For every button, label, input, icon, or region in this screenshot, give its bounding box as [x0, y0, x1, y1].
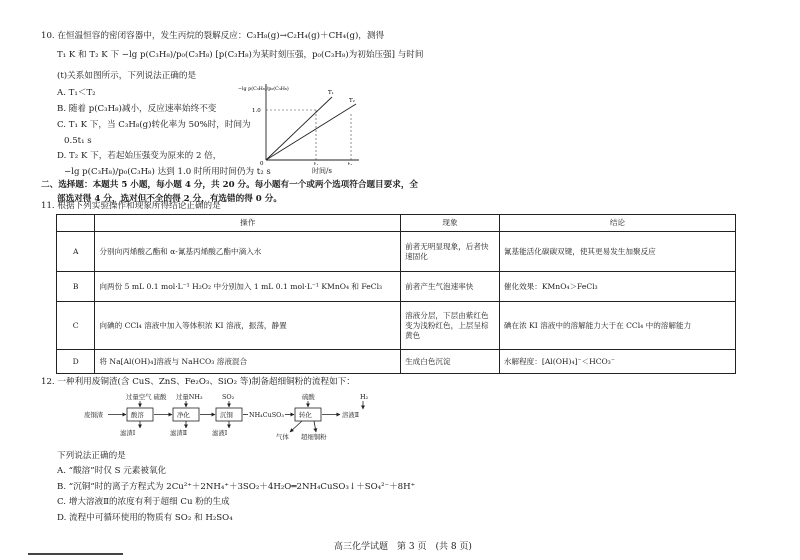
q10-option-d-line2: −lg p(C₃H₈)/p₀(C₃H₈) 达到 1.0 时所用时间仍为 t₂ s	[64, 167, 271, 177]
row-label: B	[57, 272, 95, 302]
row-ph: 前者产生气泡速率快	[401, 272, 500, 302]
flow-out-4: 气体	[276, 433, 289, 441]
flow-out-2: 滤渣Ⅱ	[170, 429, 188, 437]
q12-flowchart	[80, 393, 380, 441]
row-op: 向两份 5 mL 0.1 mol·L⁻¹ H₂O₂ 中分别加入 1 mL 0.1 mol·L⁻¹ KMnO₄ 和 FeCl₃	[95, 272, 401, 302]
graph-origin: 0	[260, 161, 264, 165]
row-co: 碘在浓 KI 溶液中的溶解能力大于在 CCl₄ 中的溶解能力	[499, 302, 735, 350]
flow-reagent-3: SO₂	[222, 393, 235, 401]
graph-curve-t1	[266, 97, 332, 160]
q10-stem-line1: 10. 在恒温恒容的密闭容器中，发生丙烷的裂解反应：C₃H₈(g)→C₂H₄(g)＋CH₄(g)，测得	[41, 31, 385, 41]
q12-option-a: A. “酸溶”时仅 S 元素被氧化	[57, 466, 167, 476]
section2-heading-line2: 部选对得 4 分，选对但不全的得 2 分，有选错的得 0 分。	[57, 194, 282, 204]
row-co: 水解程度：[Al(OH)₄]⁻＜HCO₃⁻	[499, 350, 735, 374]
flow-end: 溶液Ⅱ	[342, 411, 360, 419]
flow-out-3: 滤液Ⅰ	[212, 429, 228, 437]
table-row	[57, 272, 736, 302]
graph-x-label: 时间/s	[312, 167, 332, 175]
row-co: 催化效果：KMnO₄＞FeCl₃	[499, 272, 735, 302]
q10-graph	[236, 80, 361, 165]
q10-option-c-line1: C. T₁ K 下，当 C₃H₈(g)转化率为 50%时，时间为	[57, 120, 251, 130]
q12-question: 下列说法正确的是	[57, 451, 126, 461]
table-header-row	[57, 215, 736, 232]
flow-mid: NH₄CuSO₃	[249, 411, 284, 419]
table-header-ph: 现象	[401, 215, 500, 232]
graph-curve-t2	[266, 104, 356, 160]
q12-stem: 12. 一种利用废铜渣(含 CuS、ZnS、Fe₂O₃、SiO₂ 等)制备超细铜粉的流程如下：	[41, 377, 355, 387]
graph-y-label: −lg p(C₃H₈)/p₀(C₃H₈)	[238, 87, 289, 92]
flow-reagent-4: 硫酸	[302, 393, 315, 401]
table-row	[57, 350, 736, 374]
flow-box-2-label: 净化	[177, 411, 190, 419]
row-op: 向碘的 CCl₄ 溶液中加入等体积浓 KI 溶液，振荡，静置	[95, 302, 401, 350]
flow-arrow	[314, 421, 316, 432]
flow-box-3-label: 沉铜	[220, 411, 233, 419]
q12-option-d: D. 流程中可循环使用的物质有 SO₂ 和 H₂SO₄	[57, 513, 233, 523]
row-ph: 前者无明显现象，后者快速固化	[401, 232, 500, 272]
flow-reagent-1: 过量空气 硫酸	[126, 393, 167, 401]
graph-curve-label-t2: T₂	[349, 98, 355, 104]
q11-table	[56, 214, 736, 374]
flow-arrow	[290, 421, 302, 432]
q10-option-b: B. 随着 p(C₃H₈)减小，反应速率始终不变	[57, 104, 217, 114]
graph-x-tick-t2: t₂	[348, 162, 353, 165]
flow-reagent-5: H₂	[360, 393, 369, 401]
q10-option-c-line2: 0.5t₁ s	[64, 136, 92, 146]
graph-y-tick: 1.0	[252, 108, 261, 114]
row-label: A	[57, 232, 95, 272]
flow-box-4-label: 转化	[299, 411, 312, 419]
row-ph: 生成白色沉淀	[401, 350, 500, 374]
table-header-blank	[57, 215, 95, 232]
q10-option-d-line1: D. T₂ K 下，若起始压强变为原来的 2 倍，	[57, 151, 222, 161]
graph-x-tick-t1: t₁	[314, 162, 319, 165]
row-ph: 溶液分层，下层由紫红色变为浅粉红色，上层呈棕黄色	[401, 302, 500, 350]
q10-option-a: A. T₁＜T₂	[57, 88, 96, 98]
q10-stem-line2: T₁ K 和 T₂ K 下 −lg p(C₃H₈)/p₀(C₃H₈) [p(C₃H₈)为某时刻压强，p₀(C₃H₈)为初始压强] 与时间	[57, 50, 424, 60]
table-header-op: 操作	[95, 215, 401, 232]
q12-option-b: B. “沉铜”时的离子方程式为 2Cu²⁺＋2NH₄⁺＋3SO₂＋4H₂O═2NH₄CuSO₃↓＋SO₄²⁻＋8H⁺	[57, 482, 416, 492]
flow-start: 废铜渣	[84, 411, 104, 419]
q10-stem-line3: (t)关系如图所示，下列说法正确的是	[57, 71, 197, 81]
row-op: 将 Na[Al(OH)₄]溶液与 NaHCO₃ 溶液混合	[95, 350, 401, 374]
row-label: D	[57, 350, 95, 374]
q11-stem: 11. 根据下列实验操作和现象所得结论正确的是	[41, 201, 221, 211]
q12-option-c: C. 增大溶液Ⅱ的浓度有利于超细 Cu 粉的生成	[57, 497, 230, 507]
flow-box-1-label: 酸溶	[131, 411, 144, 419]
row-co: 氰基能活化碳碳双键，使其更易发生加聚反应	[499, 232, 735, 272]
row-label: C	[57, 302, 95, 350]
graph-curve-label-t1: T₁	[328, 90, 334, 96]
table-header-co: 结论	[499, 215, 735, 232]
scan-artifact-line	[28, 553, 123, 555]
flow-out-1: 滤渣Ⅰ	[120, 429, 136, 437]
row-op: 分别向丙烯酸乙酯和 α-氰基丙烯酸乙酯中滴入水	[95, 232, 401, 272]
flow-out-5: 超细铜粉	[301, 433, 327, 441]
table-row	[57, 302, 736, 350]
page-footer: 高三化学试题 第 3 页 (共 8 页)	[334, 542, 472, 552]
section2-heading-line1: 二、选择题：本题共 5 小题，每小题 4 分，共 20 分。每小题有一个或两个选项符合题目要求，全	[41, 180, 419, 190]
table-row	[57, 232, 736, 272]
flow-reagent-2: 过量NH₃	[176, 393, 203, 401]
